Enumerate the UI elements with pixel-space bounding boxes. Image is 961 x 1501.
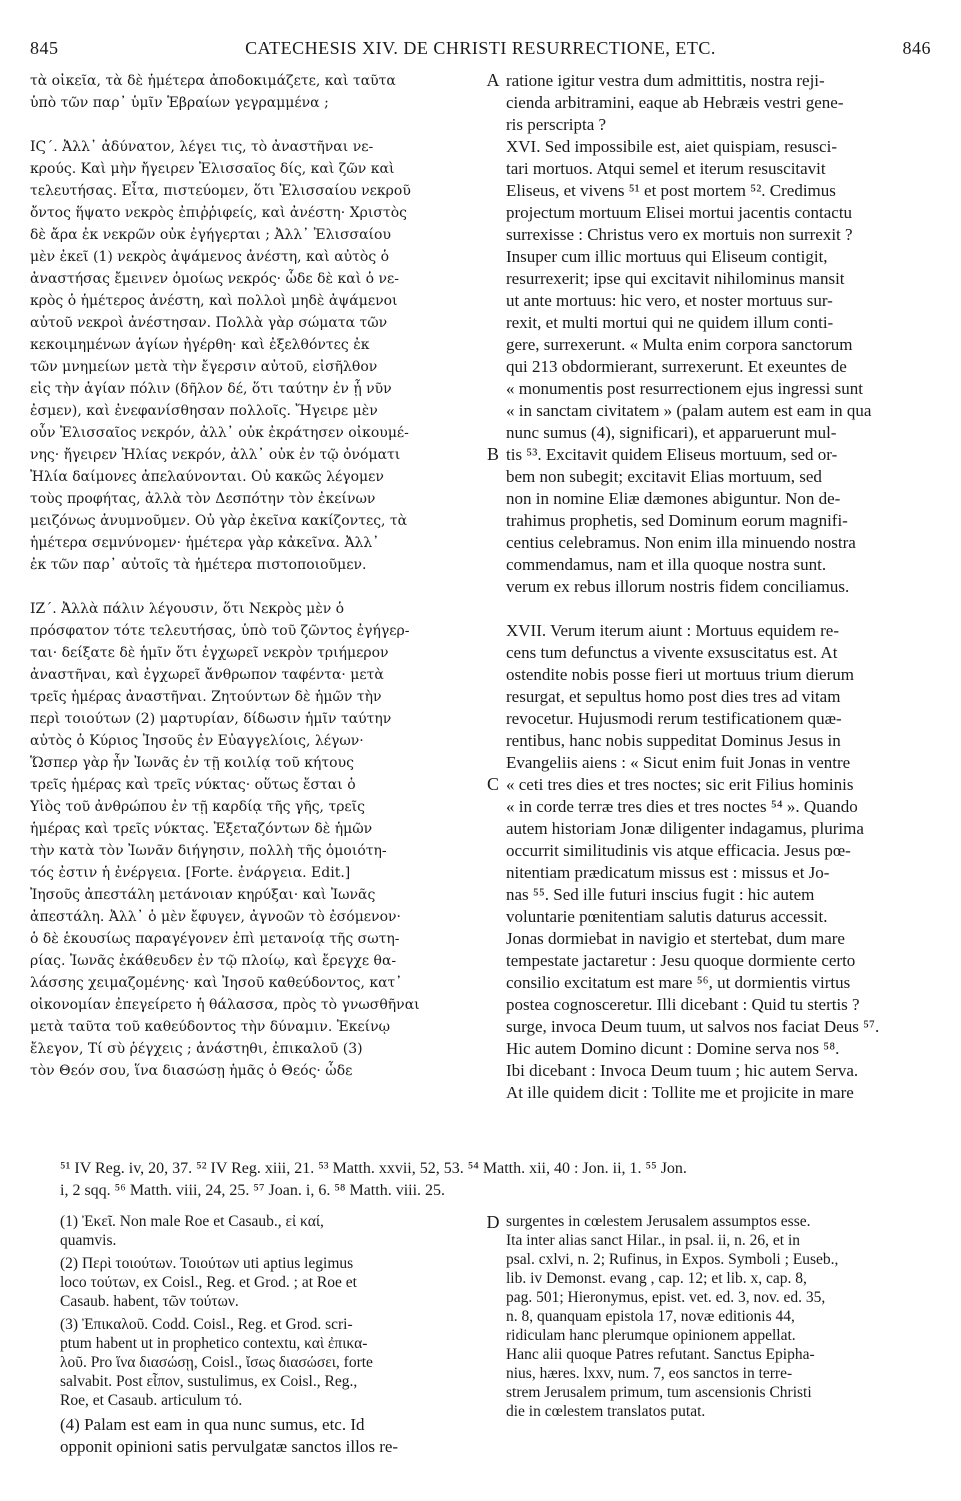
greek-text-line: Ἰησοῦς ἀπεστάλη μετάνοιαν κηρύξαι· καὶ Ἰωνᾶς	[30, 887, 376, 903]
greek-text-line: ὄντος ἥψατο νεκρὸς ἐπιῤῥιφείς, καὶ ἀνέστη· Χριστὸς	[30, 205, 407, 221]
footnote-line: (4) Palam est eam in qua nunc sumus, etc. Id	[60, 1415, 365, 1434]
latin-text-line: XVI. Sed impossibile est, aiet quispiam, resusci-	[506, 137, 837, 156]
greek-text-line: πρόσφατον τότε τελευτήσας, ὑπὸ τοῦ ζῶντος ἐγήγερ-	[30, 623, 410, 639]
greek-text-line: τελευτήσας. Εἶτα, πιστεύομεν, ὅτι Ἐλισσαίου νεκροῦ	[30, 183, 411, 199]
greek-text-line: ὑπὸ τῶν παρ᾽ ὑμῖν Ἑβραίων γεγραμμένα ;	[30, 95, 329, 111]
latin-text-line: Jonas dormiebat in navigio et stertebat, dum mare	[506, 929, 845, 948]
greek-text-line: ἡμέρας καὶ τρεῖς νύκτας. Ἐξεταζόντων δὲ ἡμῶν	[30, 821, 373, 837]
footnote-line: ptum habent ut in prophetico contextu, καὶ ἐπικα-	[60, 1335, 368, 1352]
greek-text-line: τὴν κατὰ τὸν Ἰωνᾶν διήγησιν, πολλὴ τῆς ὁμοιότη-	[30, 843, 387, 859]
greek-text-line: ται· δείξατε δὲ ἡμῖν ὅτι ἐγχωρεῖ νεκρὸν τριήμερον	[30, 645, 389, 661]
greek-text-line: μετὰ ταῦτα τοῦ καθεύδοντος τὴν δύναμιν. Ἐκείνῳ	[30, 1019, 391, 1035]
footnote-line: lib. iv Demonst. evang , cap. 12; et lib. x, cap. 8,	[506, 1270, 807, 1287]
latin-text-line: postea cognosceretur. Illi dicebant : Quid tu stertis ?	[506, 995, 860, 1014]
latin-text-line: autem historiam Jonæ diligenter indagamus, plurima	[506, 819, 864, 838]
greek-text-line: Ἠλία δαίμονες ἀπελαύνονται. Οὐ κακῶς λέγομεν	[30, 469, 384, 485]
latin-text-line: consilio excitatum est mare ⁵⁶, ut dormientis virtus	[506, 973, 851, 992]
margin-mark-b: B	[486, 444, 499, 464]
greek-text-line: Ὥσπερ γὰρ ἦν Ἰωνᾶς ἐν τῇ κοιλίᾳ τοῦ κήτους	[30, 755, 354, 771]
latin-text-line: XVII. Verum iterum aiunt : Mortuus equidem re-	[506, 621, 840, 640]
footnote-line: (1) Ἐκεῖ. Non male Roe et Casaub., εἰ καί,	[60, 1213, 324, 1230]
scripture-references	[60, 1158, 931, 1202]
latin-text-line: qui 213 obdormierant, surrexerunt. Et exeuntes de	[506, 357, 847, 376]
latin-text-line: Ibi dicebant : Invoca Deum tuum ; hic autem Serva.	[506, 1061, 859, 1080]
running-title: CATECHESIS XIV. DE CHRISTI RESURRECTIONE, ETC.	[245, 38, 716, 58]
footnote-line: ridiculam hanc plerumque opinionem appellat.	[506, 1327, 796, 1344]
greek-text-line: ἀπεστάλη. Ἀλλ᾽ ὁ μὲν ἔφυγεν, ἀγνοῶν τὸ ἐσόμενον·	[30, 909, 401, 925]
greek-text-line: ὁ δὲ ἑκουσίως παραγέγονεν ἐπὶ μετανοίᾳ τῆς σωτη-	[30, 931, 400, 947]
latin-text-line: non in nomine Eliæ dæmones abiguntur. Non de-	[506, 489, 841, 508]
greek-text-line: τοὺς προφήτας, ἀλλὰ τὸν Δεσπότην τὸν ἐκείνων	[30, 491, 376, 507]
greek-text-line: νης· ἤγειρεν Ἠλίας νεκρόν, ἀλλ᾽ οὐκ ἐν τῷ ὀνόματι	[30, 447, 401, 463]
margin-mark-a: A	[486, 70, 500, 90]
footnote-line: Ita inter alias sanct Hilar., in psal. ii, n. 26, et in	[506, 1232, 801, 1249]
footnote-line: die in cœlestem translatos putat.	[506, 1403, 706, 1420]
greek-column	[30, 70, 482, 1082]
footnote-line: strem Jerusalem primum, tum ascensionis Christi	[506, 1384, 812, 1401]
latin-text-line: « in corde terræ tres dies et tres noctes ⁵⁴ ». Quando	[506, 797, 858, 816]
latin-text-line: trahimus prophetis, sed Dominum eorum magnifi-	[506, 511, 848, 530]
latin-text-line: nas ⁵⁵. Sed ille futuri inscius fugit : hic autem	[506, 885, 815, 904]
latin-text-line: tari mortuos. Atqui semel et iterum resuscitavit	[506, 159, 826, 178]
latin-text-line: resurrexerit; ipse qui excitavit nihilominus mansit	[506, 269, 845, 288]
latin-text-line: projectum mortuum Elisei mortui jacentis contactu	[506, 203, 853, 222]
greek-text-line: ἡμέτερα σεμνύνομεν· ἡμέτερα γὰρ κἀκεῖνα. Ἀλλ᾽	[30, 535, 380, 551]
greek-text-line: μειζόνως ἀνυμνοῦμεν. Οὐ γὰρ ἐκεῖνα κακίζοντες, τὰ	[30, 513, 408, 529]
latin-text-line: ostendite nobis posse fieri ut mortuus trium dierum	[506, 665, 854, 684]
latin-text-line: At ille quidem dicit : Tollite me et projicite in mare	[506, 1083, 854, 1102]
footnote-line: (2) Περὶ τοιούτων. Τοιούτων uti aptius legimus	[60, 1255, 354, 1272]
latin-text-line: voluntarie pœnitentiam salutis daturus accessit.	[506, 907, 828, 926]
latin-text-line: occurrit similitudinis vis atque efficacia. Jesus pœ-	[506, 841, 851, 860]
latin-text-line: surrexisse : Christus vero ex mortuis non surrexit ?	[506, 225, 853, 244]
margin-mark-c: C	[486, 774, 499, 794]
footnotes-left	[60, 1212, 480, 1458]
latin-text-line: verum ex rebus illorum nostris fidem conciliamus.	[506, 577, 850, 596]
latin-text-line: cienda arbitramini, eaque ab Hebræis vestri gene-	[506, 93, 844, 112]
greek-text-line: ἐσμεν), καὶ ἐνεφανίσθησαν πολλοῖς. Ἤγειρε μὲν	[30, 403, 378, 419]
latin-text-line: ris perscripta ?	[506, 115, 607, 134]
greek-text-line: τὸν Θεόν σου, ἵνα διασώσῃ ἡμᾶς ὁ Θεός· ὧδε	[30, 1063, 353, 1079]
greek-text-line: αὐτοῦ νεκροὶ ἀνέστησαν. Πολλὰ γὰρ σώματα τῶν	[30, 315, 388, 331]
greek-text-line: ΙϚ´. Ἀλλ᾽ ἀδύνατον, λέγει τις, τὸ ἀναστῆναι νε-	[30, 139, 374, 155]
footnote-line: loco τούτων, ex Coisl., Reg. et Grod. ; at Roe et	[60, 1274, 357, 1291]
greek-text-line: λάσσης χειμαζομένης· καὶ Ἰησοῦ καθεύδοντος, κατ᾽	[30, 975, 403, 991]
footnotes-right	[506, 1212, 936, 1421]
footnote-line: Hanc alii quoque Patres refutant. Sanctus Epipha-	[506, 1346, 815, 1363]
margin-mark-d: D	[486, 1212, 500, 1232]
footnote-line: salvabit. Post εἶπον, sustulimus, ex Coisl., Reg.,	[60, 1373, 358, 1390]
footnote-line: Roe, et Casaub. articulum τό.	[60, 1392, 243, 1409]
latin-text-line: centius celebramus. Non enim illa minuendo nostra	[506, 533, 856, 552]
latin-column	[506, 70, 936, 1104]
greek-text-line: αὐτὸς ὁ Κύριος Ἰησοῦς ἐν Εὐαγγελίοις, λέγων·	[30, 733, 364, 749]
latin-text-line: nitentiam prædicatum missus est : missus et Jo-	[506, 863, 830, 882]
latin-text-line: revocetur. Hujusmodi rerum testificationem quæ-	[506, 709, 842, 728]
greek-text-line: δὲ ἄρα ἐκ νεκρῶν οὐκ ἐγήγερται ; Ἀλλ᾽ Ἐλισσαίου	[30, 227, 391, 243]
latin-text-line: « monumentis post resurrectionem ejus ingressi sunt	[506, 379, 863, 398]
latin-text-line: bem non subegit; excitavit Elias mortuum, sed	[506, 467, 822, 486]
greek-text-line: ἀναστῆναι, καὶ ἐγχωρεῖ ἄνθρωπον ταφέντα· μετὰ	[30, 667, 384, 683]
latin-text-line: « ceti tres dies et tres noctes; sic erit Filius hominis	[506, 775, 854, 794]
greek-text-line: οἰκονομίαν ἐπεγείρετο ἡ θάλασσα, πρὸς τὸ γνωσθῆναι	[30, 997, 420, 1013]
greek-text-line: περὶ τοιούτων (2) μαρτυρίαν, δίδωσιν ἡμῖν ταύτην	[30, 711, 392, 727]
latin-text-line: Hic autem Domino dicunt : Domine serva nos ⁵⁸.	[506, 1039, 840, 1058]
footnote-line: nius, hæres. lxxv, num. 7, eos sanctos in terre-	[506, 1365, 793, 1382]
footnote-line: n. 8, quanquam epistola 17, novæ editionis 44,	[506, 1308, 795, 1325]
greek-text-line: τός ἐστιν ἡ ἐνέργεια. [Forte. ἐνάργεια. Edit.]	[30, 865, 351, 881]
latin-text-line: ut ante mortuus: hic vero, et noster mortuus sur-	[506, 291, 833, 310]
greek-text-line: τῶν μνημείων μετὰ τὴν ἔγερσιν αὐτοῦ, εἰσῆλθον	[30, 359, 378, 375]
footnote-line: psal. cxlvi, n. 2; Rufinus, in Expos. Symboli ; Euseb.,	[506, 1251, 839, 1268]
greek-text-line: κεκοιμημένων ἁγίων ἠγέρθη· καὶ ἐξελθόντες ἐκ	[30, 337, 370, 353]
footnote-line: opponit opinioni satis pervulgatæ sanctos illos re-	[60, 1437, 399, 1456]
greek-text-line: τρεῖς ἡμέρας ἀναστῆναι. Ζητούντων δὲ ἡμῶν τὴν	[30, 689, 382, 705]
latin-text-line: Eliseus, et vivens ⁵¹ et post mortem ⁵². Credimus	[506, 181, 836, 200]
latin-text-line: tempestate jactaretur : Jesu quoque dormiente certo	[506, 951, 856, 970]
latin-text-line: ratione igitur vestra dum admittitis, nostra reji-	[506, 71, 825, 90]
greek-text-line: ρίας. Ἰωνᾶς ἐκάθευδεν ἐν τῷ πλοίῳ, καὶ ἔρεγχε θα-	[30, 953, 397, 969]
greek-text-line: μὲν ἐκεῖ (1) νεκρὸς ἀψάμενος ἀνέστη, καὶ αὐτὸς ὁ	[30, 249, 390, 265]
running-header	[30, 38, 931, 60]
footnote-line: (3) Ἐπικαλοῦ. Codd. Coisl., Reg. et Grod. scri-	[60, 1316, 353, 1333]
page-number-left: 845	[30, 38, 59, 58]
latin-text-line: rexit, et multi mortui qui ne quidem illum conti-	[506, 313, 834, 332]
greek-text-line: ΙΖ´. Ἀλλὰ πάλιν λέγουσιν, ὅτι Νεκρὸς μὲν ὁ	[30, 601, 345, 617]
greek-text-line: τρεῖς ἡμέρας καὶ τρεῖς νύκτας· οὕτως ἔσται ὁ	[30, 777, 356, 793]
greek-text-line: ἀναστήσας ἔμεινεν ὁμοίως νεκρός· ὧδε δὲ καὶ ὁ νε-	[30, 271, 400, 287]
footnote-line: quamvis.	[60, 1232, 117, 1249]
greek-text-line: κρούς. Καὶ μὴν ἤγειρεν Ἐλισσαῖος δίς, καὶ ζῶν καὶ	[30, 161, 395, 177]
greek-text-line: ἔλεγον, Τί σὺ ῥέγχεις ; ἀνάστηθι, ἐπικαλοῦ (3)	[30, 1041, 363, 1057]
greek-text-line: οὖν Ἐλισσαῖος νεκρόν, ἀλλ᾽ οὐκ ἐκράτησεν οἰκουμέ-	[30, 425, 409, 441]
reference-line: ⁵¹ IV Reg. iv, 20, 37. ⁵² IV Reg. xiii, 21. ⁵³ Matth. xxvii, 52, 53. ⁵⁴ Matth. xii, 40 : Jon. ii, 1. ⁵⁵ Jon.	[60, 1160, 687, 1177]
footnote-line: λοῦ. Pro ἵνα διασώσῃ, Coisl., ἴσως διασώσει, forte	[60, 1354, 373, 1371]
latin-text-line: gere, surrexerunt. « Multa enim corpora sanctorum	[506, 335, 853, 354]
latin-text-line: Insuper cum illic mortuus qui Eliseum contigit,	[506, 247, 828, 266]
latin-text-line: nunc sumus (4), significari), et apparuerunt mul-	[506, 423, 837, 442]
greek-text-line: ἐκ τῶν παρ᾽ αὐτοῖς τὰ ἡμέτερα πιστοποιοῦμεν.	[30, 557, 367, 573]
latin-text-line: « in sanctam civitatem » (palam autem est eam in qua	[506, 401, 872, 420]
latin-text-line: cens tum defunctus a vivente exsuscitatus est. At	[506, 643, 838, 662]
latin-text-line: commendamus, nam et illa quoque nostra sunt.	[506, 555, 827, 574]
latin-text-line: Evangeliis aiens : « Sicut enim fuit Jonas in ventre	[506, 753, 851, 772]
reference-line: i, 2 sqq. ⁵⁶ Matth. viii, 24, 25. ⁵⁷ Joan. i, 6. ⁵⁸ Matth. viii. 25.	[60, 1182, 446, 1199]
latin-text-line: tis ⁵³. Excitavit quidem Eliseus mortuum, sed or-	[506, 445, 838, 464]
greek-text-line: Υἱὸς τοῦ ἀνθρώπου ἐν τῇ καρδίᾳ τῆς γῆς, τρεῖς	[30, 799, 366, 815]
greek-text-line: εἰς τὴν ἁγίαν πόλιν (δῆλον δέ, ὅτι ταύτην ἐν ᾗ νῦν	[30, 381, 392, 397]
latin-text-line: resurgat, et sepultus homo post dies tres ad vitam	[506, 687, 841, 706]
latin-text-line: surge, invoca Deum tuum, ut salvos nos faciat Deus ⁵⁷.	[506, 1017, 880, 1036]
footnote-line: surgentes in cœlestem Jerusalem assumptos esse.	[506, 1213, 811, 1230]
footnote-line: Casaub. habent, τῶν τούτων.	[60, 1293, 239, 1310]
greek-text-line: τὰ οἰκεῖα, τὰ δὲ ἡμέτερα ἀποδοκιμάζετε, καὶ ταῦτα	[30, 73, 396, 89]
greek-text-line: κρὸς ὁ ἡμέτερος ἀνέστη, καὶ πολλοὶ μηδὲ ἀψάμενοι	[30, 293, 398, 309]
latin-text-line: rentibus, hanc nobis suppeditat Dominus Jesus in	[506, 731, 841, 750]
page-number-right: 846	[902, 38, 931, 58]
footnote-line: pag. 501; Hieronymus, epist. vet. ed. 3, nov. ed. 35,	[506, 1289, 826, 1306]
